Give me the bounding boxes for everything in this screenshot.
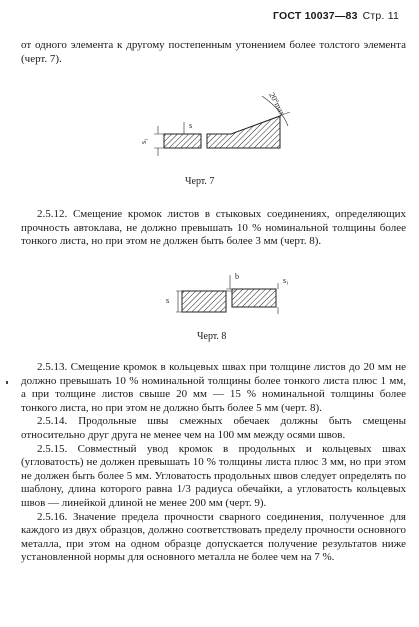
paragraph-2-5-16: 2.5.16. Значение предела прочности сварного соединения, полученное для каждого из двух образцов, должно соответствовать пределу прочности основного металла, при этом на одном образце допускается получение результатов ниже установленной нормы для основного металла не более чем на 7 %.: [21, 510, 406, 564]
paragraph-2-5-12: 2.5.12. Смещение кромок листов в стыковых соединениях, определяющих прочность автоклава, не должно превышать 10 % номинальной толщины более тонкого листа, но при этом не должен быть более 3 мм (черт. 8).: [21, 208, 406, 248]
page-number: Стр. 11: [362, 10, 399, 22]
figure-8-label-s: s: [166, 296, 170, 305]
paragraph-2-5-13: 2.5.13. Смещение кромок в кольцевых швах при толщине листов до 20 мм не должно превышать 10 % номинальной толщины более тонкого листа плюс 1 мм, а при толщине листов свыше 20 мм — 15 % номинальной толщины более тонкого листа, но при этом не должно быть более 5 мм (черт. 8).: [21, 361, 406, 414]
paragraph-2-5-15: 2.5.15. Совместный увод кромок в продольных и кольцевых швах (угловатость) не должен превышать 10 % толщины листа плюс 3 мм, но при этом не должен быть более 5 мм. Угловатость продольных швов следует определять по шаблону, длина которого равна 1/3 радиуса обечайки, а угловатость кольцевых швов — линейкой длиной не менее 200 мм (черт. 9).: [21, 442, 406, 509]
figure-8-right-plate: [232, 289, 276, 307]
figure-8-left-plate: [182, 291, 226, 312]
intro-paragraph: от одного элемента к другому постепенным утонением более толстого элемента (черт. 7).: [21, 39, 406, 65]
figure-7-caption: Черт. 7: [185, 176, 215, 187]
figure-8-caption: Черт. 8: [197, 331, 227, 342]
figure-7-label-s: s: [189, 121, 193, 130]
paragraph-2-5-14: 2.5.14. Продольные швы смежных обечаек должны быть смещены относительно друг друга не менее чем на 100 мм между осями швов.: [21, 415, 406, 441]
margin-mark: [6, 381, 8, 384]
sections-2-5-13-to-2-5-16: [21, 361, 406, 565]
figure-7-label-angle: 20°max: [267, 90, 287, 118]
figure-8-label-b: b: [235, 272, 239, 281]
figure-7-label-s1: s₁: [139, 138, 148, 144]
standard-title: ГОСТ 10037—83: [273, 10, 358, 22]
figure-8-label-s1: s₁: [283, 276, 289, 285]
